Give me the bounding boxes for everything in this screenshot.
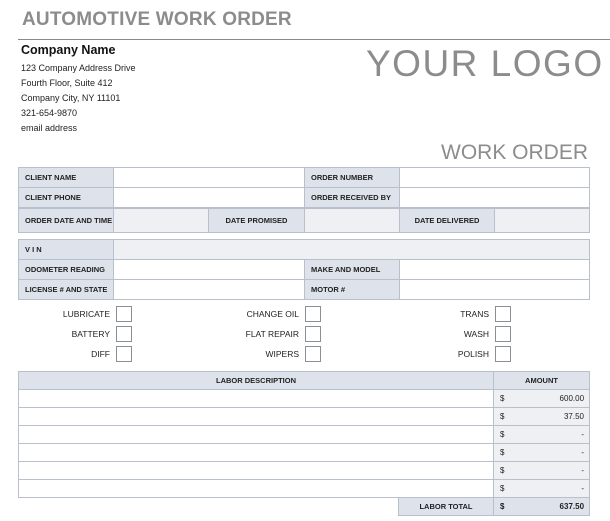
amount-header: AMOUNT	[494, 372, 590, 390]
client-name-label: CLIENT NAME	[19, 168, 114, 188]
service-item-wash	[18, 326, 511, 343]
service-label-diff: DIFF	[91, 349, 110, 359]
license-field[interactable]	[114, 280, 305, 300]
service-label-polish: POLISH	[457, 349, 489, 359]
service-label-wash: WASH	[463, 329, 489, 339]
company-email: email address	[21, 123, 78, 133]
client-info-table	[18, 167, 590, 208]
service-item-polish	[18, 346, 511, 363]
company-address-line-2: Fourth Floor, Suite 412	[21, 78, 113, 88]
date-promised-field[interactable]	[305, 209, 400, 233]
currency-symbol: $	[500, 484, 505, 493]
labor-description-cell[interactable]	[19, 408, 494, 426]
company-name: Company Name	[21, 43, 116, 57]
motor-label: MOTOR #	[305, 280, 400, 300]
labor-description-header: LABOR DESCRIPTION	[19, 372, 494, 390]
amount-value: 600.00	[559, 394, 585, 403]
labor-description-cell[interactable]	[19, 462, 494, 480]
service-label-trans: TRANS	[460, 309, 489, 319]
dates-table	[18, 208, 590, 233]
order-received-by-field[interactable]	[400, 188, 590, 208]
table-row	[19, 408, 590, 426]
currency-symbol: $	[500, 394, 505, 403]
amount-value: 37.50	[563, 412, 585, 421]
labor-total-cell	[494, 498, 590, 516]
order-number-label: ORDER NUMBER	[305, 168, 400, 188]
currency-symbol: $	[500, 466, 505, 475]
vin-field[interactable]	[114, 240, 590, 260]
motor-field[interactable]	[400, 280, 590, 300]
client-name-field[interactable]	[114, 168, 305, 188]
client-phone-label: CLIENT PHONE	[19, 188, 114, 208]
service-checklist	[18, 305, 590, 365]
service-label-wipers: WIPERS	[265, 349, 299, 359]
amount-value: -	[581, 484, 585, 493]
make-model-label: MAKE AND MODEL	[305, 260, 400, 280]
date-delivered-field[interactable]	[495, 209, 590, 233]
make-model-field[interactable]	[400, 260, 590, 280]
currency-symbol: $	[500, 430, 505, 439]
company-city: Company City, NY 11101	[21, 93, 121, 103]
amount-value: -	[581, 430, 585, 439]
vin-label: V I N	[19, 240, 114, 260]
labor-description-cell[interactable]	[19, 480, 494, 498]
order-date-field[interactable]	[114, 209, 209, 233]
vehicle-info-table	[18, 239, 590, 300]
amount-value: -	[581, 466, 585, 475]
labor-amount-cell[interactable]	[494, 408, 590, 426]
odometer-field[interactable]	[114, 260, 305, 280]
company-phone: 321-654-9870	[21, 108, 78, 118]
license-label: LICENSE # AND STATE	[19, 280, 114, 300]
currency-symbol: $	[500, 412, 505, 421]
labor-description-cell[interactable]	[19, 444, 494, 462]
logo-placeholder: YOUR LOGO	[366, 43, 604, 84]
service-label-flat-repair: FLAT REPAIR	[245, 329, 299, 339]
order-number-field[interactable]	[400, 168, 590, 188]
service-checkbox-trans[interactable]	[495, 306, 511, 322]
table-row	[19, 426, 590, 444]
service-checkbox-polish[interactable]	[495, 346, 511, 362]
date-delivered-label: DATE DELIVERED	[400, 209, 495, 233]
amount-value: -	[581, 448, 585, 457]
labor-total-label: LABOR TOTAL	[399, 498, 494, 516]
work-order-title: WORK ORDER	[441, 141, 588, 164]
service-label-lubricate: LUBRICATE	[62, 309, 110, 319]
odometer-label: ODOMETER READING	[19, 260, 114, 280]
currency-symbol: $	[500, 448, 505, 457]
labor-amount-cell[interactable]	[494, 390, 590, 408]
labor-amount-cell[interactable]	[494, 444, 590, 462]
service-item-trans	[18, 306, 511, 323]
table-row	[19, 390, 590, 408]
company-address-line-1: 123 Company Address Drive	[21, 63, 136, 73]
service-label-battery: BATTERY	[71, 329, 110, 339]
table-row	[19, 462, 590, 480]
labor-amount-cell[interactable]	[494, 480, 590, 498]
order-date-label: ORDER DATE AND TIME	[19, 209, 114, 233]
order-received-by-label: ORDER RECEIVED BY	[305, 188, 400, 208]
service-checkbox-wash[interactable]	[495, 326, 511, 342]
table-row	[19, 480, 590, 498]
form-heading: AUTOMOTIVE WORK ORDER	[22, 9, 292, 30]
labor-amount-cell[interactable]	[494, 426, 590, 444]
heading-divider	[18, 39, 610, 40]
client-phone-field[interactable]	[114, 188, 305, 208]
labor-total-value: 637.50	[559, 502, 585, 511]
labor-amount-cell[interactable]	[494, 462, 590, 480]
labor-description-cell[interactable]	[19, 426, 494, 444]
table-row	[19, 444, 590, 462]
labor-total-spacer	[19, 498, 399, 516]
date-promised-label: DATE PROMISED	[209, 209, 305, 233]
labor-table	[18, 371, 590, 516]
service-label-change-oil: CHANGE OIL	[246, 309, 299, 319]
labor-total-row	[19, 498, 590, 516]
labor-description-cell[interactable]	[19, 390, 494, 408]
company-block	[21, 43, 136, 136]
currency-symbol: $	[500, 502, 505, 511]
